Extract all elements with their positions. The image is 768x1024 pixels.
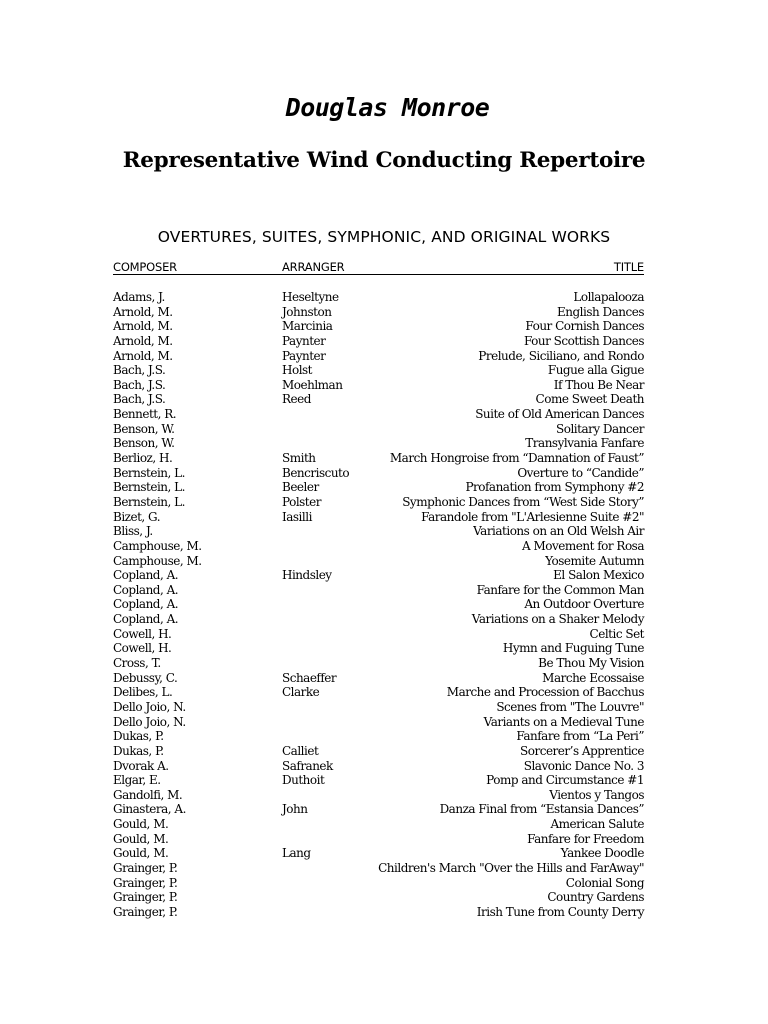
composer-cell: Benson, W. (113, 421, 175, 436)
composer-cell: Adams, J. (113, 290, 165, 304)
table-header (113, 260, 644, 275)
arranger-cell: John (282, 802, 308, 817)
author-name: Douglas Monroe (285, 93, 490, 122)
table-row (113, 846, 644, 861)
composer-cell: Berlioz, H. (113, 451, 173, 466)
title-cell: Slavonic Dance No. 3 (523, 758, 644, 773)
table-row (113, 685, 644, 700)
title-cell: Scenes from "The Louvre" (496, 699, 644, 714)
table-row (113, 451, 644, 466)
composer-cell: Bliss, J. (113, 524, 153, 539)
table-row (113, 597, 644, 612)
arranger-cell: Beeler (282, 480, 319, 495)
arranger-cell: Johnston (282, 304, 332, 319)
table-row (113, 802, 644, 817)
table-row (113, 554, 644, 569)
column-header-title: TITLE (613, 260, 644, 274)
composer-cell: Arnold, M. (113, 333, 173, 348)
title-cell: Children's March "Over the Hills and FarAway" (378, 860, 644, 875)
title-cell: Four Scottish Dances (523, 333, 644, 348)
table-row (113, 773, 644, 788)
arranger-cell: Schaeffer (282, 670, 337, 685)
title-cell: Fanfare from “La Peri” (516, 729, 644, 744)
composer-cell: Benson, W. (113, 436, 175, 451)
title-cell: Four Cornish Dances (525, 319, 644, 334)
table-row (113, 876, 644, 891)
composer-cell: Copland, A. (113, 612, 179, 627)
column-header-arranger: ARRANGER (282, 260, 345, 274)
composer-cell: Dukas, P. (113, 729, 164, 744)
title-cell: Farandole from "L'Arlesienne Suite #2" (421, 509, 644, 524)
composer-cell: Grainger, P. (113, 890, 178, 905)
table-row (113, 788, 644, 803)
arranger-cell: Paynter (282, 333, 326, 348)
repertoire-table (113, 260, 644, 920)
title-cell: Lollapalooza (573, 290, 644, 304)
section-heading: OVERTURES, SUITES, SYMPHONIC, AND ORIGINAL WORKS (157, 228, 611, 246)
composer-cell: Bernstein, L. (113, 465, 185, 480)
title-cell: Variations on an Old Welsh Air (473, 524, 644, 539)
composer-cell: Camphouse, M. (113, 553, 202, 568)
table-row (113, 539, 644, 554)
arranger-cell: Holst (282, 363, 313, 378)
title-cell: Fanfare for the Common Man (476, 582, 644, 597)
composer-cell: Arnold, M. (113, 319, 173, 334)
table-row (113, 319, 644, 334)
title-cell: El Salon Mexico (553, 568, 644, 583)
table-row (113, 524, 644, 539)
table-row (113, 378, 644, 393)
table-row (113, 305, 644, 320)
title-cell: Fugue alla Gigue (547, 363, 644, 378)
arranger-cell: Calliet (282, 743, 319, 758)
title-cell: Overture to “Candide” (517, 465, 644, 480)
arranger-cell: Reed (282, 392, 311, 407)
composer-cell: Dvorak A. (113, 758, 169, 773)
arranger-cell: Clarke (282, 685, 320, 700)
composer-cell: Arnold, M. (113, 348, 173, 363)
composer-cell: Bach, J.S. (113, 392, 166, 407)
table-row (113, 729, 644, 744)
table-row (113, 700, 644, 715)
title-cell: Come Sweet Death (535, 392, 644, 407)
composer-cell: Bizet, G. (113, 509, 161, 524)
arranger-cell: Moehlman (282, 377, 343, 392)
arranger-cell: Safranek (282, 758, 333, 773)
title-cell: Celtic Set (589, 626, 644, 641)
table-row (113, 612, 644, 627)
table-row (113, 759, 644, 774)
title-cell: Transylvania Fanfare (525, 436, 644, 451)
composer-cell: Bennett, R. (113, 407, 177, 422)
title-cell: Irish Tune from County Derry (476, 904, 644, 919)
arranger-cell: Marcinia (282, 319, 333, 334)
title-cell: Sorcerer’s Apprentice (520, 743, 644, 758)
table-row (113, 436, 644, 451)
table-row (113, 861, 644, 876)
title-cell: Country Gardens (547, 890, 644, 905)
title-cell: Marche Ecossaise (542, 670, 644, 685)
title-cell: Marche and Procession of Bacchus (446, 685, 644, 700)
table-row (113, 480, 644, 495)
table-row (113, 568, 644, 583)
arranger-cell: Lang (282, 846, 311, 861)
title-cell: Fanfare for Freedom (527, 831, 644, 846)
composer-cell: Copland, A. (113, 582, 179, 597)
composer-cell: Elgar, E. (113, 773, 161, 788)
title-cell: Variants on a Medieval Tune (483, 714, 644, 729)
title-cell: Solitary Dancer (556, 421, 644, 436)
composer-cell: Cowell, H. (113, 641, 172, 656)
title-cell: Symphonic Dances from “West Side Story” (402, 494, 644, 509)
composer-cell: Gould, M. (113, 817, 169, 832)
composer-cell: Gould, M. (113, 831, 169, 846)
title-cell: Danza Final from “Estansia Dances” (439, 802, 644, 817)
title-cell: Vientos y Tangos (549, 787, 644, 802)
composer-cell: Bach, J.S. (113, 377, 166, 392)
table-row (113, 671, 644, 686)
composer-cell: Dello Joio, N. (113, 699, 186, 714)
table-row (113, 392, 644, 407)
table-body (113, 290, 644, 920)
composer-cell: Grainger, P. (113, 875, 178, 890)
title-cell: Hymn and Fuguing Tune (502, 641, 644, 656)
table-row (113, 627, 644, 642)
title-cell: If Thou Be Near (553, 377, 644, 392)
title-cell: Variations on a Shaker Melody (471, 612, 644, 627)
composer-cell: Grainger, P. (113, 860, 178, 875)
composer-cell: Dukas, P. (113, 743, 164, 758)
arranger-cell: Iasilli (282, 509, 312, 524)
table-row (113, 817, 644, 832)
table-row (113, 905, 644, 920)
composer-cell: Gould, M. (113, 846, 169, 861)
composer-cell: Arnold, M. (113, 304, 173, 319)
composer-cell: Dello Joio, N. (113, 714, 186, 729)
composer-cell: Delibes, L. (113, 685, 173, 700)
table-row (113, 407, 644, 422)
table-row (113, 744, 644, 759)
arranger-cell: Duthoit (282, 773, 325, 788)
table-row (113, 715, 644, 730)
column-header-composer: COMPOSER (113, 260, 177, 274)
table-row (113, 495, 644, 510)
composer-cell: Copland, A. (113, 597, 179, 612)
table-row (113, 583, 644, 598)
title-cell: Profanation from Symphony #2 (465, 480, 644, 495)
composer-cell: Ginastera, A. (113, 802, 186, 817)
table-row (113, 349, 644, 364)
composer-cell: Gandolfi, M. (113, 787, 183, 802)
title-cell: Suite of Old American Dances (475, 407, 644, 422)
arranger-cell: Polster (282, 494, 321, 509)
table-row (113, 832, 644, 847)
arranger-cell: Paynter (282, 348, 326, 363)
table-row (113, 641, 644, 656)
table-row (113, 466, 644, 481)
composer-cell: Grainger, P. (113, 904, 178, 919)
table-row (113, 656, 644, 671)
document-subtitle: Representative Wind Conducting Repertoire (122, 148, 646, 173)
title-cell: Pomp and Circumstance #1 (486, 773, 644, 788)
table-row (113, 363, 644, 378)
arranger-cell: Bencriscuto (282, 465, 350, 480)
title-cell: Yankee Doodle (560, 846, 644, 861)
title-cell: Be Thou My Vision (538, 656, 644, 671)
arranger-cell: Heseltyne (282, 290, 339, 304)
arranger-cell: Smith (282, 451, 316, 466)
table-row (113, 290, 644, 305)
title-cell: English Dances (556, 304, 644, 319)
composer-cell: Bernstein, L. (113, 480, 185, 495)
title-cell: An Outdoor Overture (524, 597, 644, 612)
composer-cell: Camphouse, M. (113, 538, 202, 553)
composer-cell: Bach, J.S. (113, 363, 166, 378)
table-row (113, 890, 644, 905)
title-cell: Prelude, Siciliano, and Rondo (478, 348, 644, 363)
composer-cell: Debussy, C. (113, 670, 178, 685)
table-row (113, 422, 644, 437)
composer-cell: Cross, T. (113, 656, 161, 671)
title-cell: A Movement for Rosa (521, 538, 644, 553)
table-row (113, 510, 644, 525)
arranger-cell: Hindsley (282, 568, 332, 583)
title-cell: Colonial Song (565, 875, 644, 890)
composer-cell: Copland, A. (113, 568, 179, 583)
title-cell: American Salute (550, 817, 644, 832)
table-row (113, 334, 644, 349)
title-cell: Yosemite Autumn (545, 553, 644, 568)
composer-cell: Bernstein, L. (113, 494, 185, 509)
composer-cell: Cowell, H. (113, 626, 172, 641)
title-cell: March Hongroise from “Damnation of Faust” (389, 451, 644, 466)
